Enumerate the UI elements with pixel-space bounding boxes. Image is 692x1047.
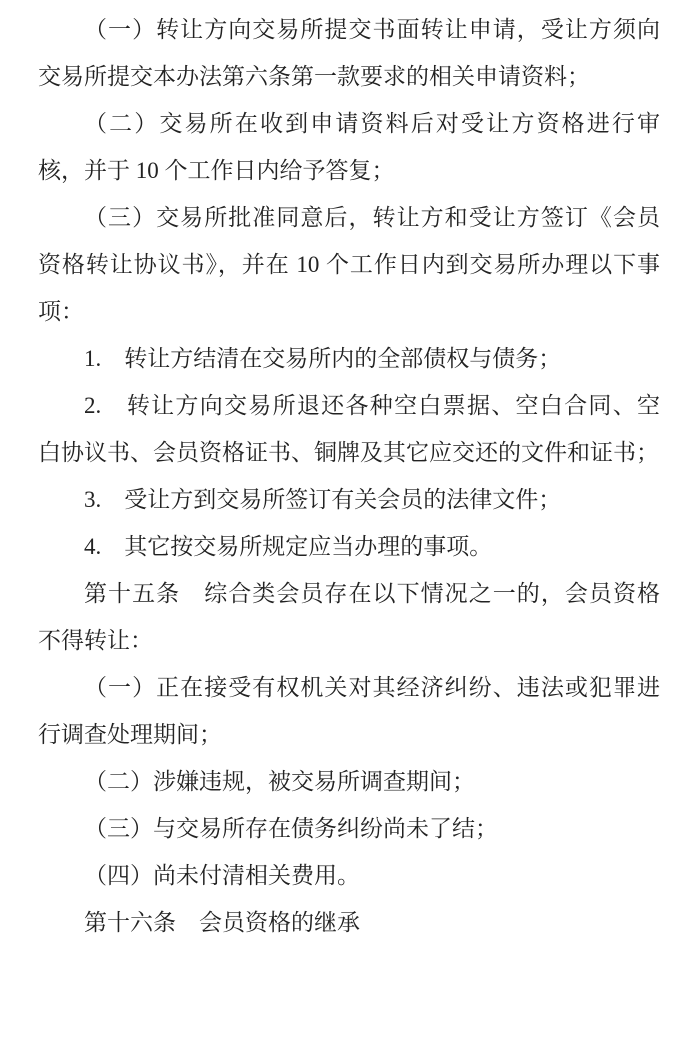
text-line: 核，并于 10 个工作日内给予答复； — [38, 158, 395, 183]
text-line: 第十五条 综合类会员存在以下情况之一的，会员资格 — [84, 581, 660, 606]
text-line: （三）与交易所存在债务纠纷尚未了结； — [84, 816, 498, 841]
text-line: 3. 受让方到交易所签订有关会员的法律文件； — [84, 487, 562, 512]
text-line: （二）涉嫌违规，被交易所调查期间； — [84, 769, 475, 794]
text-line: （二）交易所在收到申请资料后对受让方资格进行审 — [84, 111, 660, 136]
text-line: （三）交易所批准同意后，转让方和受让方签订《会员 — [84, 205, 660, 230]
text-line: （一）正在接受有权机关对其经济纠纷、违法或犯罪进 — [84, 675, 660, 700]
text-line: 行调查处理期间； — [38, 722, 222, 747]
text-block — [38, 6, 660, 946]
text-line: 交易所提交本办法第六条第一款要求的相关申请资料； — [38, 64, 590, 89]
text-line: 资格转让协议书》，并在 10 个工作日内到交易所办理以下事 — [38, 252, 660, 277]
text-line: 第十六条 会员资格的继承 — [84, 910, 360, 935]
text-line: 1. 转让方结清在交易所内的全部债权与债务； — [84, 346, 562, 371]
text-line: 项： — [38, 299, 84, 324]
text-line: 4. 其它按交易所规定应当办理的事项。 — [84, 534, 493, 559]
text-line: （四）尚未付清相关费用。 — [84, 863, 360, 888]
text-line: 白协议书、会员资格证书、铜牌及其它应交还的文件和证书； — [38, 440, 659, 465]
text-line: （一）转让方向交易所提交书面转让申请，受让方须向 — [84, 17, 660, 42]
text-line: 不得转让： — [38, 628, 153, 653]
text-line: 2. 转让方向交易所退还各种空白票据、空白合同、空 — [84, 393, 660, 418]
